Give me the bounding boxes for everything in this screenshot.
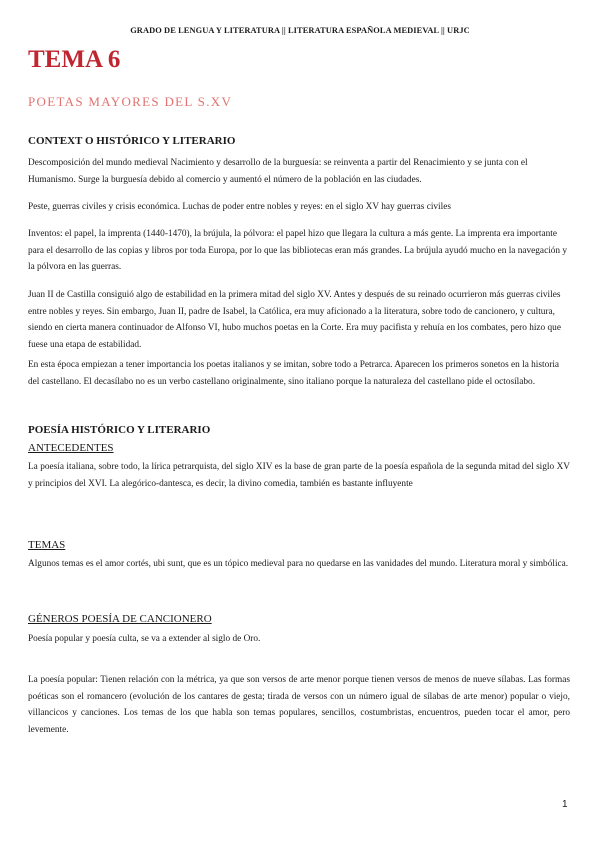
paragraph-generos-2: La poesía popular: Tienen relación con la métrica, ya que son versos de arte menor porque tienen versos de menos de nueve sílabas. Las formas poéticas son el romancero (evolución de los cantares de gesta; tirada de versos con un número igual de sílabas de arte menor) popular o viejo, villancicos y canciones. Los temas de los que habla son temas populares, sencillos, costumbristas, encuentros, pueden tocar el amor, pero levemente. — [28, 675, 570, 735]
page-subtitle: POETAS MAYORES DEL S.XV — [28, 94, 233, 109]
paragraph-temas: Algunos temas es el amor cortés, ubi sunt, que es un tópico medieval para no quedarse en las vanidades del mundo. Literatura moral y simbólica. — [28, 559, 569, 569]
paragraph-context-2: Peste, guerras civiles y crisis económica. Luchas de poder entre nobles y reyes: en el siglo XV hay guerras civiles — [28, 202, 451, 212]
paragraph-context-4: Juan II de Castilla consiguió algo de estabilidad en la primera mitad del siglo XV. Antes y después de su reinado ocurrieron más guerras civiles entre nobles y reyes. Sin embargo, Juan II, padre de Isabel, la Católica, era muy aficionado a la literatura, sobre todo de cancionero, y cultura, siendo en cierta manera continuador de Alfonso VI, hubo muchos poetas en la Corte. Era muy pacifista y rehuía en los combates, pero hizo que fuese una etapa de estabilidad. — [28, 290, 561, 350]
section-heading-poesia: POESÍA HISTÓRICO Y LITERARIO — [28, 424, 211, 436]
paragraph-context-5: En esta época empiezan a tener importancia los poetas italianos y se imitan, sobre todo a Petrarca. Aparecen los primeros sonetos en la historia del castellano. El decasílabo no es un verbo castellano originalmente, sino italiano porque la naturaleza del castellano pide el octosílabo. — [28, 360, 560, 387]
paragraph-context-1: Descomposición del mundo medieval Nacimiento y desarrollo de la burguesía: se reinventa a partir del Renacimiento y se junta con el Humanismo. Surge la burguesía debido al comercio y aumentó el número de la población en las ciudades. — [28, 158, 528, 185]
paragraph-antecedentes: La poesía italiana, sobre todo, la lírica petrarquista, del siglo XIV es la base de gran parte de la poesía española de la segunda mitad del siglo XV y principios del XVI. La alegórico-dantesca, es decir, la divino comedia, también es bastante influyente — [28, 462, 570, 489]
subheading-temas: TEMAS — [28, 539, 66, 551]
subheading-antecedentes: ANTECEDENTES — [28, 442, 114, 454]
paragraph-context-3: Inventos: el papel, la imprenta (1440-1470), la brújula, la pólvora: el papel hizo que llegara la cultura a más gente. La imprenta era importante para el desarrollo de las copias y libros por toda Europa, por lo que las bibliotecas eran más grandes. La brújula ayudó mucho en la navegación y la pólvora en las guerras. — [28, 229, 568, 272]
section-heading-context: CONTEXT O HISTÓRICO Y LITERARIO — [28, 135, 236, 147]
page-title: TEMA 6 — [28, 46, 121, 73]
running-header: GRADO DE LENGUA Y LITERATURA || LITERATURA ESPAÑOLA MEDIEVAL || URJC — [130, 26, 470, 35]
paragraph-generos-1: Poesía popular y poesía culta, se va a extender al siglo de Oro. — [28, 634, 261, 644]
subheading-generos: GÉNEROS POESÍA DE CANCIONERO — [28, 613, 212, 625]
page-number: 1 — [562, 799, 568, 810]
